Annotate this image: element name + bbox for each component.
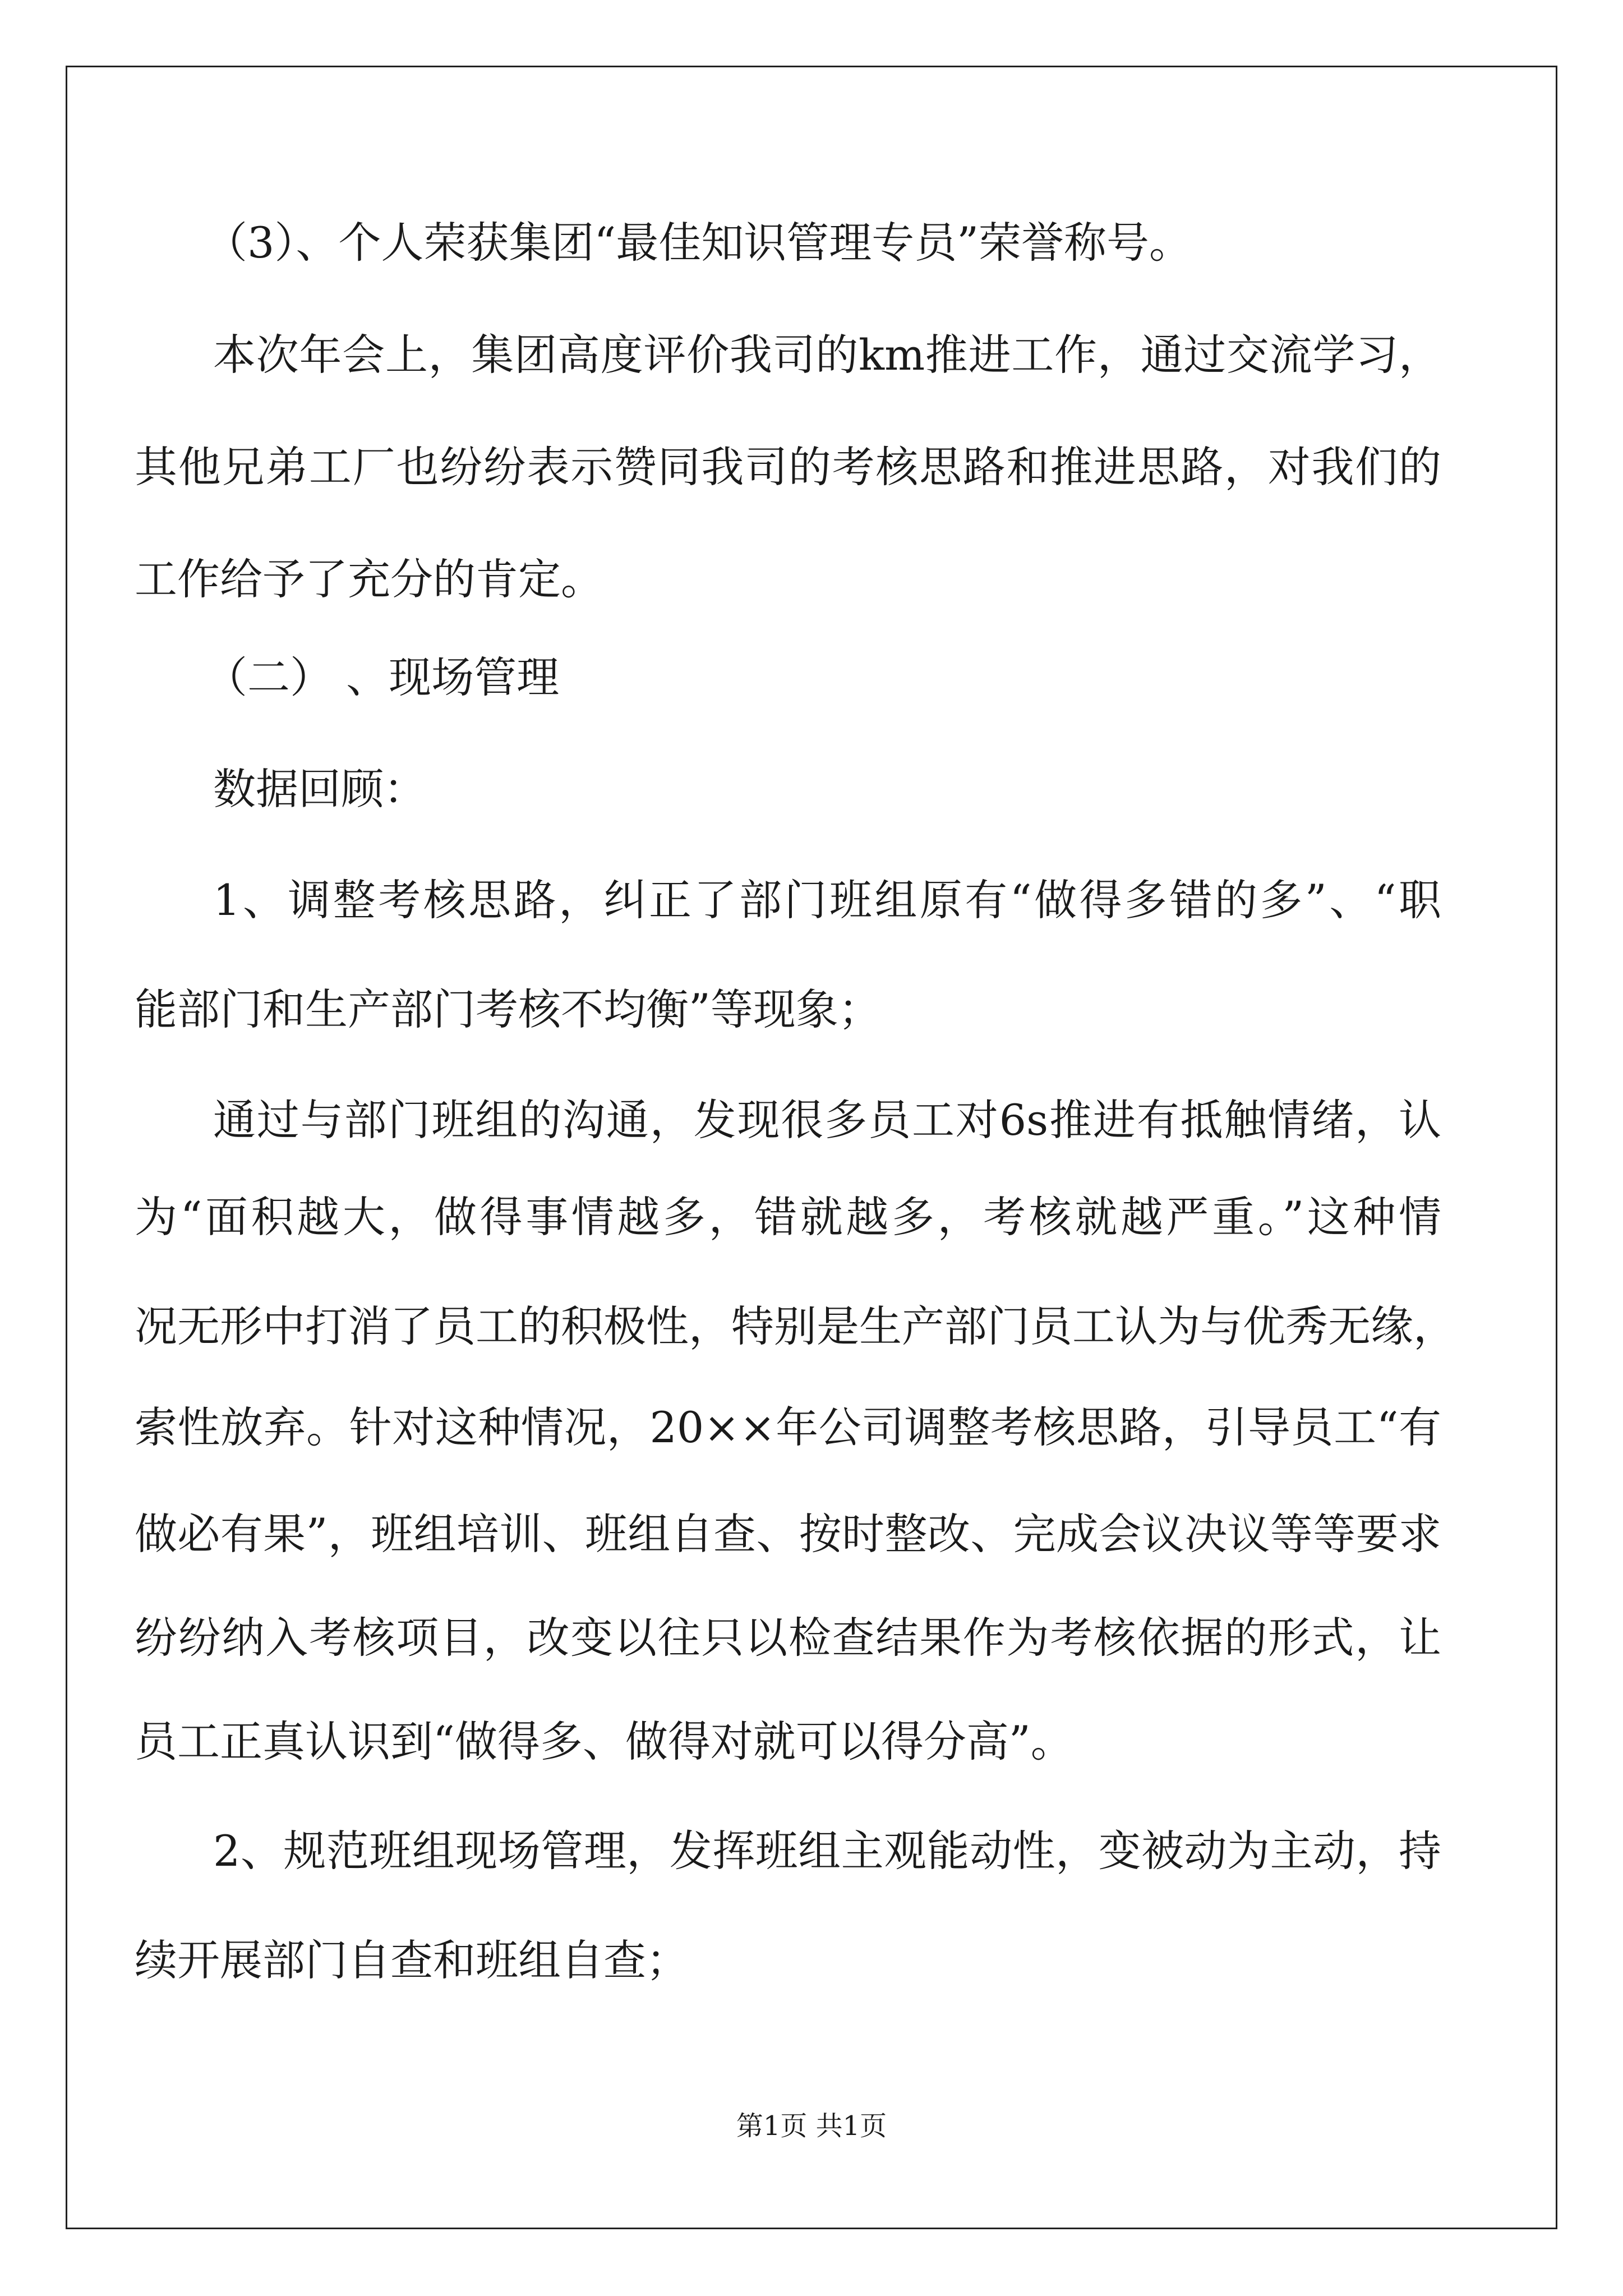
text-line: 数据回顾：	[213, 764, 426, 814]
text-line: 2、规范班组现场管理，发挥班组主观能动性，变被动为主动，持	[213, 1826, 1441, 1876]
text-line: 做必有果”，班组培训、班组自查、按时整改、完成会议决议等等要求	[135, 1509, 1441, 1559]
page-footer: 第1页 共1页	[736, 2110, 887, 2142]
text-line: 纷纷纳入考核项目，改变以往只以检查结果作为考核依据的形式，让	[135, 1613, 1441, 1663]
text-line: 能部门和生产部门考核不均衡”等现象；	[135, 984, 881, 1034]
text-line: 本次年会上，集团高度评价我司的km推进工作，通过交流学习，	[213, 330, 1441, 380]
text-line: 其他兄弟工厂也纷纷表示赞同我司的考核思路和推进思路，对我们的	[135, 442, 1441, 492]
text-line: 索性放弃。针对这种情况，20××年公司调整考核思路，引导员工“有	[135, 1402, 1441, 1452]
text-line: 1、调整考核思路，纠正了部门班组原有“做得多错的多”、“职	[213, 875, 1441, 925]
text-line: 为“面积越大，做得事情越多，错就越多，考核就越严重。”这种情	[135, 1192, 1441, 1242]
text-line: 员工正真认识到“做得多、做得对就可以得分高”。	[135, 1717, 1073, 1766]
text-line: 通过与部门班组的沟通，发现很多员工对6s推进有抵触情绪，认	[213, 1095, 1441, 1145]
page-frame	[66, 66, 1557, 2229]
text-line: 续开展部门自查和班组自查；	[135, 1935, 689, 1985]
text-line: 况无形中打消了员工的积极性，特别是生产部门员工认为与优秀无缘，	[135, 1301, 1456, 1351]
text-line: （3）、个人荣获集团“最佳知识管理专员”荣誉称号。	[205, 218, 1192, 268]
text-line: 工作给予了充分的肯定。	[135, 554, 603, 604]
section-heading: （二） 、现场管理	[205, 652, 560, 702]
